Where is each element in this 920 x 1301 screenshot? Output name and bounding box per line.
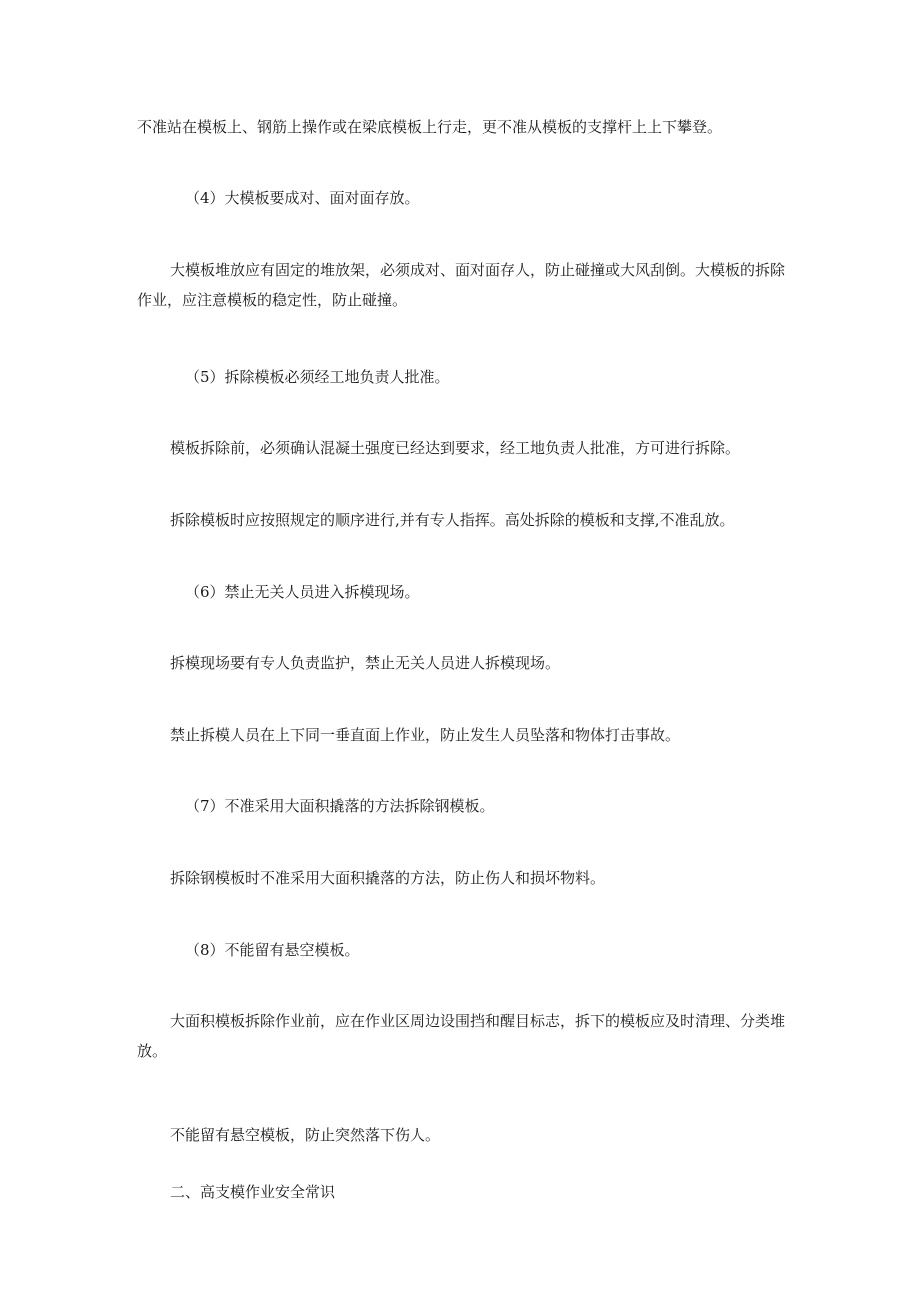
item-heading-8: （8）不能留有悬空模板。 — [185, 941, 360, 959]
paragraph-large-formwork-storage: 大模板堆放应有固定的堆放架，必须成对、面对面存人，防止碰撞或大风刮倒。大模板的拆除作业，应注意模板的稳定性，防止碰撞。 — [137, 261, 786, 309]
paragraph-removal-order: 拆除模板时应按照规定的顺序进行,并有专人指挥。高处拆除的模板和支撑,不准乱放。 — [170, 511, 735, 529]
paragraph-steel-formwork-removal: 拆除钢模板时不准采用大面积撬落的方法，防止伤人和损坏物料。 — [170, 869, 606, 887]
paragraph-vertical-work-ban: 禁止拆模人员在上下同一垂直面上作业，防止发生人员坠落和物体打击事故。 — [170, 726, 681, 744]
paragraph-site-supervision: 拆模现场要有专人负责监护，禁止无关人员进人拆模现场。 — [170, 654, 561, 672]
item-heading-5: （5）拆除模板必须经工地负责人批准。 — [185, 368, 450, 386]
section-heading-2: 二、高支模作业安全常识 — [170, 1183, 336, 1201]
paragraph-removal-approval: 模板拆除前，必须确认混凝土强度已经达到要求，经工地负责人批准，方可进行拆除。 — [170, 439, 741, 457]
paragraph-no-standing-on-formwork: 不准站在模板上、钢筋上操作或在梁底模板上行走，更不准从模板的支撑杆上上下攀登。 — [137, 118, 723, 136]
item-heading-4: （4）大模板要成对、面对面存放。 — [185, 189, 420, 207]
item-heading-7: （7）不准采用大面积撬落的方法拆除钢模板。 — [185, 797, 495, 815]
item-heading-6: （6）禁止无关人员进入拆模现场。 — [185, 583, 420, 601]
paragraph-barrier-and-signs: 大面积模板拆除作业前，应在作业区周边设围挡和醒目标志，拆下的模板应及时清理、分类堆放。 — [137, 1012, 786, 1060]
paragraph-no-hanging-formwork: 不能留有悬空模板，防止突然落下伤人。 — [170, 1126, 441, 1144]
